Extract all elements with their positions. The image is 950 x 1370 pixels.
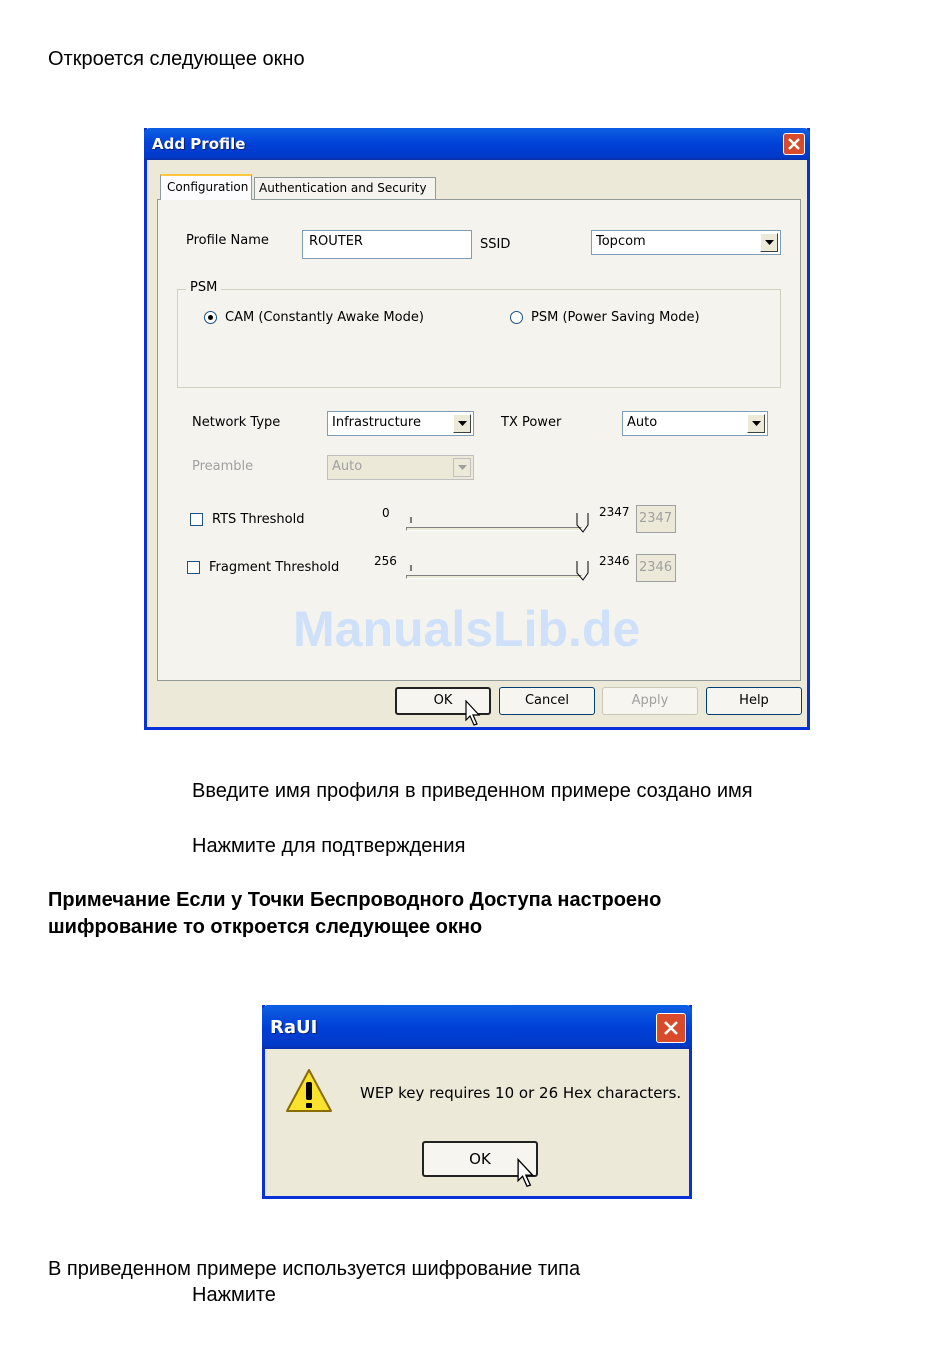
chevron-down-icon (752, 421, 761, 427)
outro-line1: В приведенном примере используется шифрование типа (48, 1258, 581, 1280)
network-type-label: Network Type (192, 415, 281, 430)
note-line1: Примечание Если у Точки Беспроводного Доступа настроено (48, 889, 662, 911)
warning-icon (285, 1067, 333, 1115)
chevron-down-icon (458, 421, 467, 427)
fragment-value-field: 2346 (636, 554, 676, 582)
chevron-down-icon (765, 240, 774, 246)
tab-configuration-label: Configuration (167, 180, 249, 194)
raui-titlebar[interactable] (262, 1005, 692, 1049)
ssid-combobox[interactable] (591, 230, 781, 255)
step2-text: Нажмите для подтверждения (192, 835, 466, 857)
raui-close-button[interactable] (656, 1013, 686, 1043)
step1-text: Введите имя профиля в приведенном примере создано имя (192, 780, 753, 802)
intro-text: Откроется следующее окно (48, 48, 305, 70)
tab-authentication[interactable] (254, 177, 436, 200)
ssid-value: Topcom (596, 234, 646, 249)
preamble-dropdown-button (453, 458, 471, 477)
tx-power-value: Auto (627, 415, 658, 430)
cam-radio-label: CAM (Constantly Awake Mode) (225, 310, 424, 325)
fragment-max-label: 2346 (599, 554, 630, 568)
psm-groupbox (177, 289, 781, 388)
fragment-threshold-checkbox[interactable] (187, 561, 200, 574)
help-button[interactable]: Help (706, 687, 802, 715)
preamble-value: Auto (332, 459, 363, 474)
apply-button: Apply (602, 687, 698, 715)
profile-name-input[interactable]: ROUTER (302, 230, 472, 259)
cancel-button[interactable]: Cancel (499, 687, 595, 715)
raui-ok-button[interactable]: OK (422, 1141, 538, 1177)
raui-title: RaUI (270, 1017, 318, 1038)
network-type-value: Infrastructure (332, 415, 421, 430)
watermark-text: ManualsLib.de (293, 601, 641, 657)
cam-radio[interactable] (204, 311, 217, 324)
add-profile-title: Add Profile (152, 135, 246, 153)
tx-power-combobox[interactable] (622, 411, 768, 436)
rts-threshold-checkbox[interactable] (190, 513, 203, 526)
rts-slider-track[interactable] (406, 527, 582, 531)
profile-name-label: Profile Name (186, 233, 269, 248)
network-type-combobox[interactable] (327, 411, 474, 436)
ssid-label: SSID (480, 237, 511, 252)
rts-min-label: 0 (382, 506, 390, 520)
rts-max-label: 2347 (599, 505, 630, 519)
psm-radio[interactable] (510, 311, 523, 324)
outro-line2: Нажмите (192, 1284, 276, 1306)
slider-tick-icon (408, 565, 414, 573)
tab-authentication-label: Authentication and Security (259, 181, 427, 195)
preamble-label: Preamble (192, 459, 254, 474)
psm-group-label: PSM (186, 280, 221, 295)
network-type-dropdown-button[interactable] (453, 414, 471, 433)
fragment-min-label: 256 (374, 554, 397, 568)
mouse-cursor-icon (465, 700, 483, 728)
ssid-dropdown-button[interactable] (760, 233, 778, 252)
chevron-down-icon (458, 465, 467, 471)
rts-value-field: 2347 (636, 505, 676, 533)
note-line2: шифрование то откроется следующее окно (48, 916, 483, 938)
mouse-cursor-icon (517, 1158, 537, 1190)
configuration-panel (157, 199, 801, 681)
fragment-threshold-label: Fragment Threshold (209, 560, 340, 575)
add-profile-titlebar[interactable] (144, 128, 810, 160)
close-icon (787, 137, 801, 151)
raui-message: WEP key requires 10 or 26 Hex characters. (360, 1084, 682, 1102)
rts-threshold-label: RTS Threshold (212, 512, 305, 527)
tx-power-label: TX Power (501, 415, 562, 430)
psm-radio-label: PSM (Power Saving Mode) (531, 310, 700, 325)
fragment-slider-track[interactable] (406, 575, 582, 579)
slider-tick-icon (408, 517, 414, 525)
tx-power-dropdown-button[interactable] (747, 414, 765, 433)
close-icon (663, 1020, 679, 1036)
raui-window (262, 1005, 692, 1199)
ok-button[interactable]: OK (395, 687, 491, 715)
rts-slider-thumb[interactable] (575, 512, 589, 534)
tab-configuration[interactable] (160, 174, 252, 200)
preamble-combobox (327, 455, 474, 480)
close-button[interactable] (783, 133, 805, 155)
add-profile-window (144, 128, 810, 730)
fragment-slider-thumb[interactable] (575, 560, 589, 582)
